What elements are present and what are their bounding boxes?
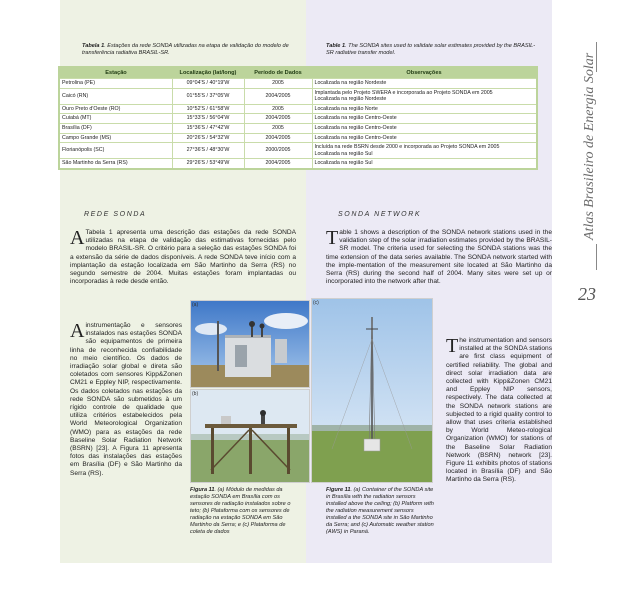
note-line: Incluída na rede BSRN desde 2000 e incorporada ao Projeto SONDA em 2005 bbox=[314, 144, 500, 151]
figure-caption-pt bbox=[190, 487, 298, 536]
drop-cap-en-2: T bbox=[446, 335, 459, 357]
cell-location: 20°26'S / 54°32'W bbox=[172, 133, 244, 143]
cell-location: 15°36'S / 47°42'W bbox=[172, 123, 244, 133]
cell-notes bbox=[312, 133, 536, 143]
cell-notes bbox=[312, 114, 536, 124]
cell-notes bbox=[312, 159, 536, 168]
cell-location: 29°26'S / 53°49'W bbox=[172, 159, 244, 168]
cell-period: 2004/2005 bbox=[244, 133, 312, 143]
side-rule-bottom bbox=[596, 244, 597, 270]
section-title-pt: REDE SONDA bbox=[84, 211, 147, 218]
cell-station: Petrolina (PE) bbox=[60, 79, 172, 89]
note-line: Localizada na região Centro-Oeste bbox=[314, 124, 397, 131]
cell-station: São Martinho da Serra (RS) bbox=[60, 159, 172, 168]
photo-a-container bbox=[190, 300, 310, 388]
drop-cap-en-1: T bbox=[326, 227, 339, 249]
figure-caption-pt-label: Figura 11 bbox=[190, 487, 215, 493]
paragraph-pt-2-text: instrumentação e sensores instalados nas estações SONDA são equipamentos de primeira linha de reconhecida confiabilidade no meio científico. Os dados de irradiação solar global e direta são coletados com sensores Kipp&Zonen CM21 e Eppley NIP, respectivamente. Os dados coletados nas estações da rede SONDA são submetidos à um rígido controle de qualidade que utiliza critérios estabelecidos pela World Meteorological Organization (WMO) para as estações da rede Baseline Solar Radiation Network (BSRN) [23]. A Figura 11 apresenta fotos das instalações das estações em Brasília (DF) e São Martinho da Serra (RS). bbox=[70, 322, 182, 477]
paragraph-en-1-text: able 1 shows a description of the SONDA network stations used in the validation step of the solar irradiation estimates provided by the BRASIL-SR model. The criteria used for selecting the SONDA stations was the time extension of the data series available. The SONDA network started with the imple-mentation of the measurement site located at São Martinho da Serra (RS) during the second half of 2004. Many sites were set up or incorporated into the network after that. bbox=[326, 229, 552, 286]
cell-station: Caicó (RN) bbox=[60, 88, 172, 104]
header-notes: Observações bbox=[312, 68, 536, 79]
table-row bbox=[60, 104, 536, 114]
note-line: Localizada na região Centro-Oeste bbox=[314, 115, 397, 122]
cell-period: 2000/2005 bbox=[244, 143, 312, 159]
table-caption-pt-label: Tabela 1 bbox=[82, 43, 105, 49]
drop-cap-pt-1: A bbox=[70, 227, 85, 249]
figure-caption-en-label: Figure 11 bbox=[326, 487, 351, 493]
table-header-row bbox=[60, 68, 536, 79]
stations-table bbox=[60, 68, 536, 168]
cell-period: 2004/2005 bbox=[244, 159, 312, 168]
cell-notes bbox=[312, 88, 536, 104]
cell-location: 15°33'S / 56°04'W bbox=[172, 114, 244, 124]
table-caption-en-label: Table 1 bbox=[326, 43, 346, 49]
table-caption-pt bbox=[82, 43, 294, 57]
cell-notes bbox=[312, 79, 536, 89]
note-line: Implantada pelo Projeto SWERA e incorporada ao Projeto SONDA em 2005 bbox=[314, 89, 493, 96]
note-line: Localizada na região Norte bbox=[314, 105, 378, 112]
cell-station: Ouro Preto d'Oeste (RO) bbox=[60, 104, 172, 114]
figure-caption-en-text: . (a) Container of the SONDA site in Brasília with the radiation sensors installed above the ceiling; (b) Platform with the radiation measurement sensors installed a the SONDA site in São Martinho da Serra; and (c) Automatic weather station (AWS) in Paraná. bbox=[326, 487, 434, 535]
cell-station: Campo Grande (MS) bbox=[60, 133, 172, 143]
paragraph-pt-1-text: Tabela 1 apresenta uma descrição das estações da rede SONDA utilizadas na etapa de validação das estimativas fornecidas pelo modelo BRASIL-SR. O critério para a seleção das estações SONDA foi a extensão da série de dados disponíveis. A rede SONDA teve início com a implantação da estação localizada em São Martinho da Serra (RS) no segundo semestre de 2004. Muitas estações foram implantadas ou incorporadas à rede desde então. bbox=[70, 229, 296, 286]
photo-c-label: (c) bbox=[313, 300, 319, 306]
cell-period: 2004/2005 bbox=[244, 88, 312, 104]
cell-location: 01°55'S / 37°05'W bbox=[172, 88, 244, 104]
cell-location: 09°04'S / 40°19'W bbox=[172, 79, 244, 89]
cell-station: Brasília (DF) bbox=[60, 123, 172, 133]
cell-period: 2005 bbox=[244, 79, 312, 89]
table-row bbox=[60, 114, 536, 124]
header-station: Estação bbox=[60, 68, 172, 79]
note-line: Localizada na região Sul bbox=[314, 160, 373, 167]
table-row bbox=[60, 88, 536, 104]
photo-a-label: (a) bbox=[192, 302, 199, 308]
cell-period: 2005 bbox=[244, 104, 312, 114]
cell-station: Florianópolis (SC) bbox=[60, 143, 172, 159]
table-row bbox=[60, 159, 536, 168]
page-number: 23 bbox=[578, 284, 596, 304]
photo-b-label: (b) bbox=[192, 391, 199, 397]
header-period: Período de Dados bbox=[244, 68, 312, 79]
table-caption-en-text: . The SONDA sites used to validate solar estimates provided by the BRASIL-SR radiative transfer model. bbox=[326, 43, 536, 56]
table-row bbox=[60, 133, 536, 143]
note-line: Localizada na região Nordeste bbox=[314, 96, 387, 103]
table-row bbox=[60, 123, 536, 133]
section-title-en: SONDA NETWORK bbox=[338, 211, 422, 218]
cell-period: 2005 bbox=[244, 123, 312, 133]
paragraph-en-2-text: he instrumentation and sensors installed at the SONDA stations are first class equipment of certified reliability. The global and direct solar irradiation data are collected with Kipp&Zonen CM21 and Eppley NIP sensors, respectively. The data collected at the SONDA network stations are subjected to a rigid quality control to allow that uses criteria established by World Meteo-rological Organization (WMO) for stations of the Baseline Solar Radiation Network (BSRN) network [23]. Figure 11 exhibits photos of stations located in Brasília (DF) and São Martinho da Serra (RS). bbox=[446, 337, 552, 484]
cell-location: 10°52'S / 61°58'W bbox=[172, 104, 244, 114]
cell-notes bbox=[312, 143, 536, 159]
drop-cap-pt-2: A bbox=[70, 320, 85, 342]
header-location: Localização (lat/long) bbox=[172, 68, 244, 79]
note-line: Localizada na região Sul bbox=[314, 150, 373, 157]
table-row bbox=[60, 79, 536, 89]
figure-caption-en bbox=[326, 487, 434, 536]
table-caption-pt-text: . Estações da rede SONDA utilizadas na etapa de validação do modelo de transferência radiativa BRASIL-SR. bbox=[82, 43, 289, 56]
cell-location: 27°36'S / 48°30'W bbox=[172, 143, 244, 159]
table-row bbox=[60, 143, 536, 159]
note-line: Localizada na região Nordeste bbox=[314, 80, 387, 86]
paragraph-pt-2 bbox=[70, 322, 182, 532]
table-caption-en bbox=[326, 43, 538, 57]
paragraph-pt-1 bbox=[70, 229, 296, 293]
figure-caption-pt-text: . (a) Módulo de medidas da estação SONDA em Brasília com os sensores de radiação instalados sobre o teto; (b) Plataforma com os sensores de radiação na estação SONDA em São Martinho da Serra; e (c) Plataforma de coleta de dados bbox=[190, 487, 291, 535]
cell-notes bbox=[312, 123, 536, 133]
atlas-side-title: Atlas Brasileiro de Energia Solar bbox=[582, 52, 597, 240]
note-line: Localizada na região Centro-Oeste bbox=[314, 134, 397, 141]
cell-notes bbox=[312, 104, 536, 114]
photo-b-platform bbox=[190, 389, 310, 483]
cell-station: Cuiabá (MT) bbox=[60, 114, 172, 124]
paragraph-en-2 bbox=[446, 337, 552, 523]
cell-period: 2004/2005 bbox=[244, 114, 312, 124]
photo-c-mast bbox=[311, 298, 433, 483]
